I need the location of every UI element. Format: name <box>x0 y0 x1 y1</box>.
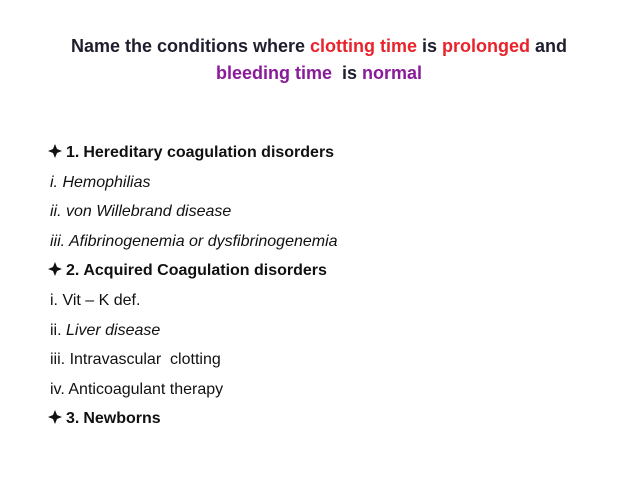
title-text-3: and <box>530 36 568 56</box>
diamond-bullet-icon <box>48 144 62 158</box>
list-item-text: Anticoagulant therapy <box>68 380 224 398</box>
title-highlight-prolonged: prolonged <box>442 36 531 56</box>
title-highlight-normal: normal <box>362 63 423 83</box>
list-item-text: Intravascular clotting <box>69 351 221 369</box>
list-item: iii. Afibrinogenemia or dysfibrinogenemia <box>50 232 338 250</box>
list-item-prefix: i. <box>50 291 63 309</box>
list-heading-label: Hereditary coagulation disorders <box>83 144 335 161</box>
conditions-list <box>48 138 608 434</box>
title-text-2: is <box>417 36 443 56</box>
diamond-bullet-icon <box>48 410 62 424</box>
list-heading-label: Acquired Coagulation disorders <box>83 262 327 280</box>
list-heading-number: 2. <box>66 262 80 280</box>
diamond-bullet-icon <box>48 262 62 276</box>
list-item <box>48 375 608 405</box>
list-item: ii. von Willebrand disease <box>50 203 232 221</box>
list-heading-label: Newborns <box>83 410 161 428</box>
title-highlight-bleeding-time: bleeding time <box>215 63 332 83</box>
title-text-4: is <box>331 63 362 83</box>
list-item-prefix: ii. <box>50 321 66 339</box>
list-heading-acquired <box>48 256 608 286</box>
list-heading-number: 1. <box>66 144 80 161</box>
slide-title-line-1 <box>10 33 628 60</box>
title-highlight-clotting-time: clotting time <box>310 36 417 56</box>
list-item <box>48 286 608 316</box>
slide-title-line-2 <box>10 60 628 87</box>
title-text-1: Name the conditions where <box>70 36 310 56</box>
list-item: i. Hemophilias <box>50 173 151 191</box>
list-item-prefix: iv. <box>50 380 69 398</box>
list-item-text: Liver disease <box>66 321 161 339</box>
list-item <box>48 345 608 375</box>
list-heading-number: 3. <box>66 410 80 428</box>
list-item <box>48 316 608 346</box>
list-item-prefix: iii. <box>50 351 70 369</box>
list-heading-hereditary <box>48 138 608 168</box>
list-heading-newborns <box>48 404 608 434</box>
list-item-text: Vit – K def. <box>62 291 141 309</box>
